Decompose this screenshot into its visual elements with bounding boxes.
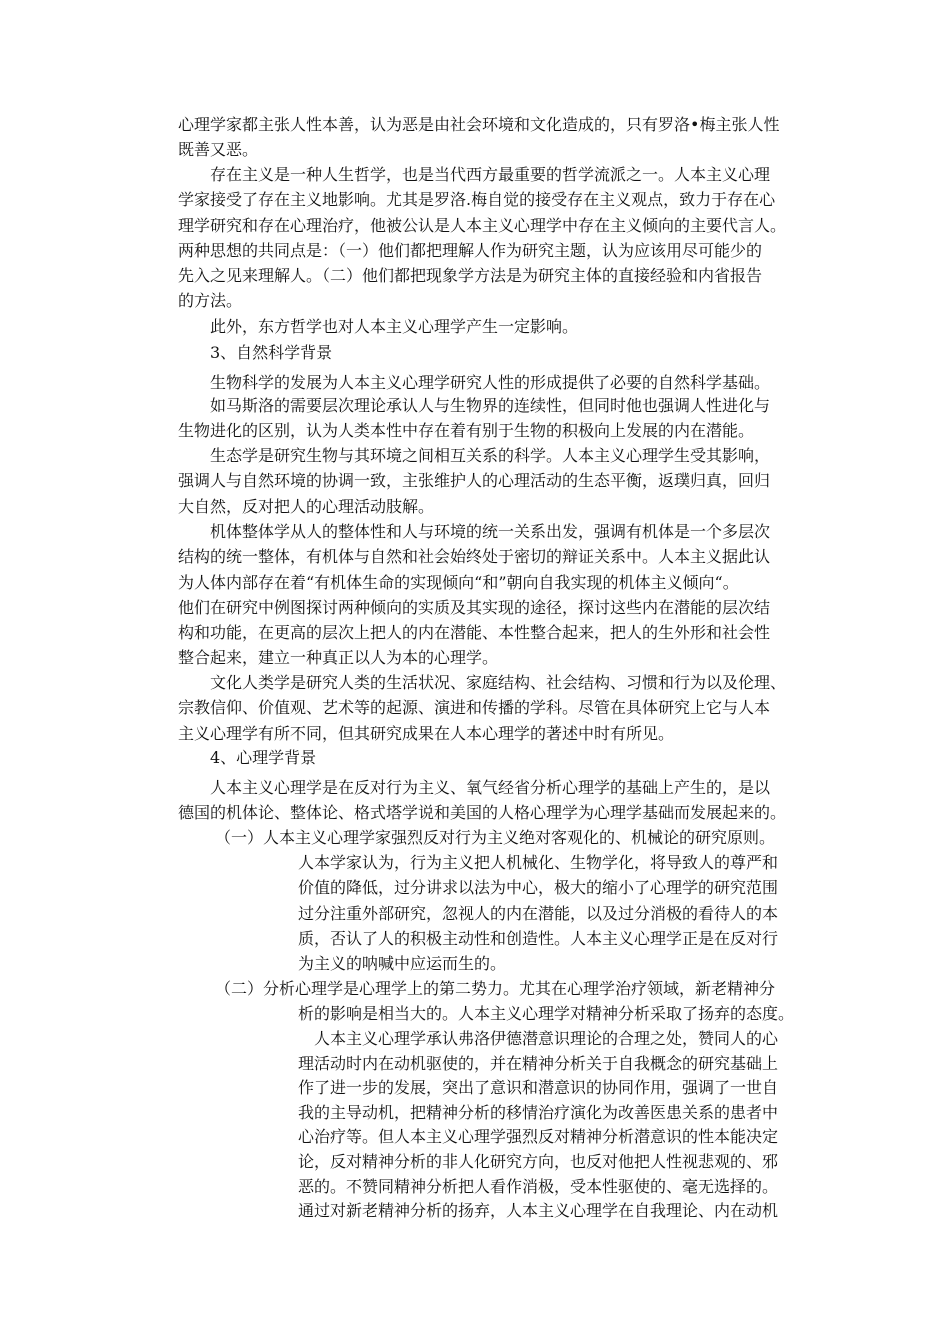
point-1-title [215,825,775,850]
text-line: 主义心理学有所不同，但其研究成果在人本心理学的著述中时有所见。 [178,723,675,743]
point-2-title [215,976,775,1001]
text-line: 我的主导动机，把精神分析的移情治疗演化为改善医患关系的患者中 [298,1102,779,1122]
text-line: 此外，东方哲学也对人本主义心理学产生一定影响。 [178,317,579,336]
text-line: 质，否认了人的积极主动性和创造性。人本主义心理学正是在反对行 [298,928,779,948]
text-line: （一）人本主义心理学家强烈反对行为主义绝对客观化的、机械论的研究原则。 [215,828,776,847]
text-line: 存在主义是一种人生哲学，也是当代西方最重要的哲学流派之一。人本主义心理 [178,165,771,184]
text-line: 结构的统一整体，有机体与自然和社会始终处于密切的辩证关系中。人本主义据此认 [178,547,771,567]
text-line: 为主义的呐喊中应运而生的。 [298,954,507,974]
biology-paragraph [178,370,770,395]
maslow-paragraph [178,393,770,444]
heading-text: 4、心理学背景 [178,748,317,767]
text-line: 整合起来，建立一种真正以人为本的心理学。 [178,648,499,668]
text-line: 人本学家认为，行为主义把人机械化、生物学化，将导致人的尊严和 [298,853,779,872]
text-line: 生物科学的发展为人本主义心理学研究人性的形成提供了必要的自然科学基础。 [178,373,771,392]
text-line: 两种思想的共同点是：（一）他们都把理解人作为研究主题，认为应该用尽可能少的 [178,240,763,260]
text-line: 理学研究和存在心理治疗，他被公认是人本主义心理学中存在主义倾向的主要代言人。 [178,215,787,235]
psychology-intro-paragraph [178,775,786,826]
text-line: 既善又恶。 [178,140,259,160]
section-heading-4 [178,745,316,770]
heading-text: 3、自然科学背景 [178,343,333,362]
text-line: 通过对新老精神分析的扬弃，人本主义心理学在自我理论、内在动机 [298,1201,779,1221]
text-line: （二）分析心理学是心理学上的第二势力。尤其在心理学治疗领域，新老精神分 [215,979,776,998]
text-line: 的方法。 [178,291,243,311]
eastern-philosophy-paragraph [178,314,578,339]
text-line: 价值的降低，过分讲求以法为中心，极大的缩小了心理学的研究范围 [298,878,779,898]
intro-paragraph [178,112,779,163]
text-line: 大自然，反对把人的心理活动肢解。 [178,496,435,516]
text-line: 强调人与自然环境的协调一致，主张维护人的心理活动的生态平衡，返璞归真，回归 [178,471,771,491]
text-line: 人本主义心理学承认弗洛伊德潜意识理论的合理之处，赞同人的心 [298,1029,779,1048]
text-line: 构和功能，在更高的层次上把人的内在潜能、本性整合起来，把人的生外形和社会性 [178,623,771,643]
text-line: 文化人类学是研究人类的生活状况、家庭结构、社会结构、习惯和行为以及伦理、 [178,673,787,692]
text-line: 先入之见来理解人。（二）他们都把现象学方法是为研究主体的直接经验和内省报告 [178,266,763,286]
text-line: 作了进一步的发展，突出了意识和潜意识的协同作用，强调了一世自 [298,1078,779,1098]
text-line: 理活动时内在动机驱使的，并在精神分析关于自我概念的研究基础上 [298,1053,779,1073]
section-heading-3 [178,340,332,365]
text-line: 机体整体学从人的整体性和人与环境的统一关系出发，强调有机体是一个多层次 [178,522,771,541]
text-line: 德国的机体论、整体论、格式塔学说和美国的人格心理学为心理学基础而发展起来的。 [178,803,787,823]
text-line: 生态学是研究生物与其环境之间相互关系的科学。人本主义心理学生受其影响， [178,446,771,465]
text-line: 生物进化的区别，认为人类本性中存在着有别于生物的积极向上发展的内在潜能。 [178,421,755,441]
text-line: 恶的。不赞同精神分析把人看作消极，受本性驱使的、毫无选择的。 [298,1176,779,1196]
text-line: 他们在研究中例图探讨两种倾向的实质及其实现的途径，探讨这些内在潜能的层次结 [178,597,771,617]
text-line: 宗教信仰、价值观、艺术等的起源、演进和传播的学科。尽管在具体研究上它与人本 [178,698,771,718]
text-line: 心理学家都主张人性本善，认为恶是由社会环境和文化造成的，只有罗洛•梅主张人性 [178,115,780,134]
point-1-body [298,850,778,976]
holism-paragraph [178,519,770,671]
ecology-paragraph [178,443,770,519]
point-2-title-continued [298,1001,794,1026]
text-line: 学家接受了存在主义地影响。尤其是罗洛.梅自觉的接受存在主义观点，致力于存在心 [178,190,776,210]
text-line: 心治疗等。但人本主义心理学强烈反对精神分析潜意识的性本能决定 [298,1127,779,1147]
text-line: 人本主义心理学是在反对行为主义、氧气经省分析心理学的基础上产生的，是以 [178,778,771,797]
text-line: 析的影响是相当大的。人本主义心理学对精神分析采取了扬弃的态度。 [298,1004,795,1023]
point-2-body [298,1026,778,1223]
text-line: 过分注重外部研究，忽视人的内在潜能，以及过分消极的看待人的本 [298,903,779,923]
existentialism-paragraph [178,162,786,314]
anthropology-paragraph [178,670,786,746]
text-line: 如马斯洛的需要层次理论承认人与生物界的连续性，但同时他也强调人性进化与 [178,396,771,415]
text-line: 论，反对精神分析的非人化研究方向，也反对他把人性视悲观的、邪 [298,1151,779,1171]
text-line: 为人体内部存在着“有机体生命的实现倾向“和”朝向自我实现的机体主义倾向“。 [178,572,739,592]
